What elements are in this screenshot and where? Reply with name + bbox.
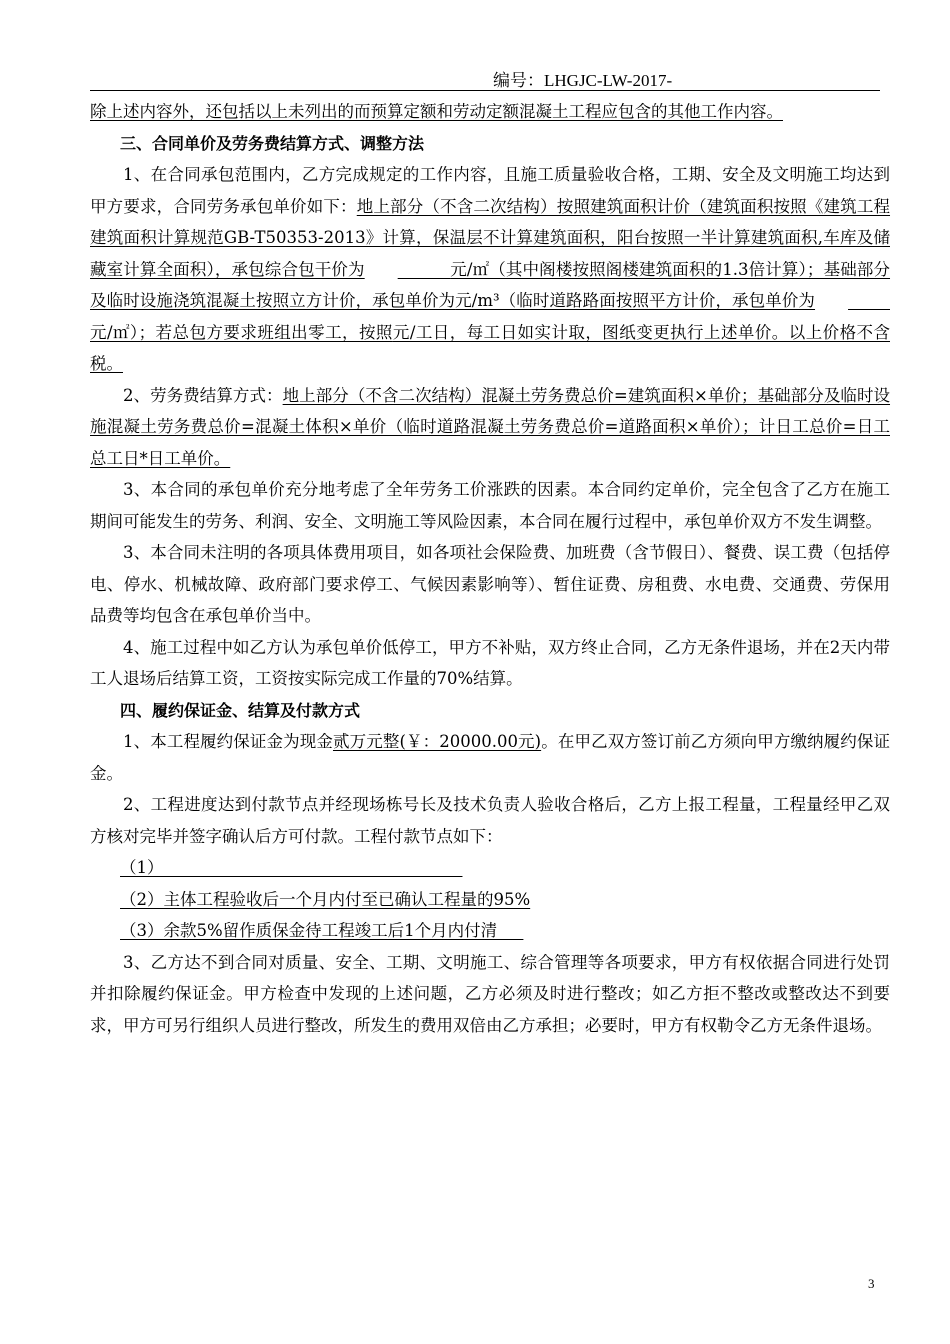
paragraph-text: 2、劳务费结算方式： (123, 385, 283, 405)
continued-text: 除上述内容外，还包括以上未列出的而预算定额和劳动定额混凝土工程应包含的其他工作内容。 (90, 102, 783, 121)
settlement-formula: 地上部分（不含二次结构）混凝土劳务费总价=建筑面积×单价；基础部分及临时设施混凝土劳务费总价=混凝土体积×单价（临时道路混凝土劳务费总价=道路面积×单价）；计日工总价=日工总工日*日工单价。 (90, 385, 891, 468)
section-3-title: 三、合同单价及劳务费结算方式、调整方法 (120, 133, 425, 153)
pricing-text: 元/㎡（其中阁楼按照阁楼建筑面积的1.3倍计算）；基础部分及临时设施浇筑混凝土按照立方计价，承包单价为 (90, 259, 891, 310)
section-4-paragraph-3: 3、乙方达不到合同对质量、安全、工期、文明施工、综合管理等各项要求，甲方有权依据合同进行处罚并扣除履约保证金。甲方检查中发现的上述问题，乙方必须及时进行整改；如乙方拒不整改或整改达不到要求，甲方可另行组织人员进行整改，所发生的费用双倍由乙方承担；必要时，甲方有权勒令乙方无条件退场。 (90, 952, 890, 1035)
payment-node: （1） (120, 858, 463, 877)
list-item (90, 884, 890, 916)
pricing-text: 元/㎡）；若总包方要求班组出零工，按照 (90, 322, 393, 342)
payment-node: （2）主体工程验收后一个月内付至已确认工程量的95% (120, 889, 531, 909)
payment-nodes-list (90, 852, 890, 947)
section-3-paragraph-1 (90, 159, 890, 380)
deposit-amount: 贰万元整(￥：20000.00元) (332, 732, 542, 751)
paragraph-text: 1、在合同承包范围内，乙方完成规定的工作内容，且施工质量验收合格，工期、安全及文明施工均达到甲方要求，合同劳务承包单价如下： (90, 165, 890, 216)
price-blank (815, 285, 890, 317)
list-item (90, 915, 890, 947)
section-4-paragraph-1 (90, 726, 890, 789)
header-divider (90, 90, 880, 91)
payment-node: （3）余款5%留作质保金待工程竣工后1个月内付清 (120, 921, 524, 940)
price-blank (365, 254, 450, 286)
section-4-paragraph-2: 2、工程进度达到付款节点并经现场栋号长及技术负责人验收合格后，乙方上报工程量，工程量经甲乙双方核对完毕并签字确认后方可付款。工程付款节点如下： (90, 795, 890, 846)
pricing-text: 地上部分（不含二次结构）按照建筑面积计价（建筑面积按照《建筑工程建筑面积计算规范GB-T50353-2013》计算，保温层不计算建筑面积，阳台按照一半计算建筑面积,车库及储藏室计算全面积），承包综合包干价为 (90, 196, 891, 279)
page-number: 3 (868, 1276, 875, 1291)
list-item (90, 852, 890, 884)
section-3-paragraph-4: 3、本合同未注明的各项具体费用项目，如各项社会保险费、加班费（含节假日）、餐费、误工费（包括停电、停水、机械故障、政府部门要求停工、气候因素影响等）、暂住证费、房租费、水电费、交通费、劳保用品费等均包含在承包单价当中。 (90, 543, 890, 625)
pricing-terms (90, 197, 890, 374)
pricing-text: 元/工日，每工日如实计取，图纸变更执行上述单价。以上价格不含税。 (90, 322, 890, 373)
section-3-paragraph-2 (90, 380, 890, 475)
section-3-paragraph-3: 3、本合同的承包单价充分地考虑了全年劳务工价涨跌的因素。本合同约定单价，完全包含了乙方在施工期间可能发生的劳务、利润、安全、文明施工等风险因素，本合同在履行过程中，承包单价双方不发生调整。 (90, 480, 890, 531)
document-number: 编号：LHGJC-LW-2017- (493, 71, 673, 90)
paragraph-text: 1、本工程履约保证金为现金 (123, 732, 333, 751)
paragraph-text: 。在甲乙双方签订前乙方须向甲方缴纳履约保证金。 (90, 732, 891, 783)
pricing-text: 元/m³（临时道路路面按照平方计价，承包单价为 (455, 291, 816, 310)
section-3-paragraph-5: 4、施工过程中如乙方认为承包单价低停工，甲方不补贴，双方终止合同，乙方无条件退场，并在2天内带工人退场后结算工资，工资按实际完成工作量的70%结算。 (90, 637, 890, 688)
section-4-title: 四、履约保证金、结算及付款方式 (120, 700, 361, 720)
document-body (90, 96, 890, 1041)
